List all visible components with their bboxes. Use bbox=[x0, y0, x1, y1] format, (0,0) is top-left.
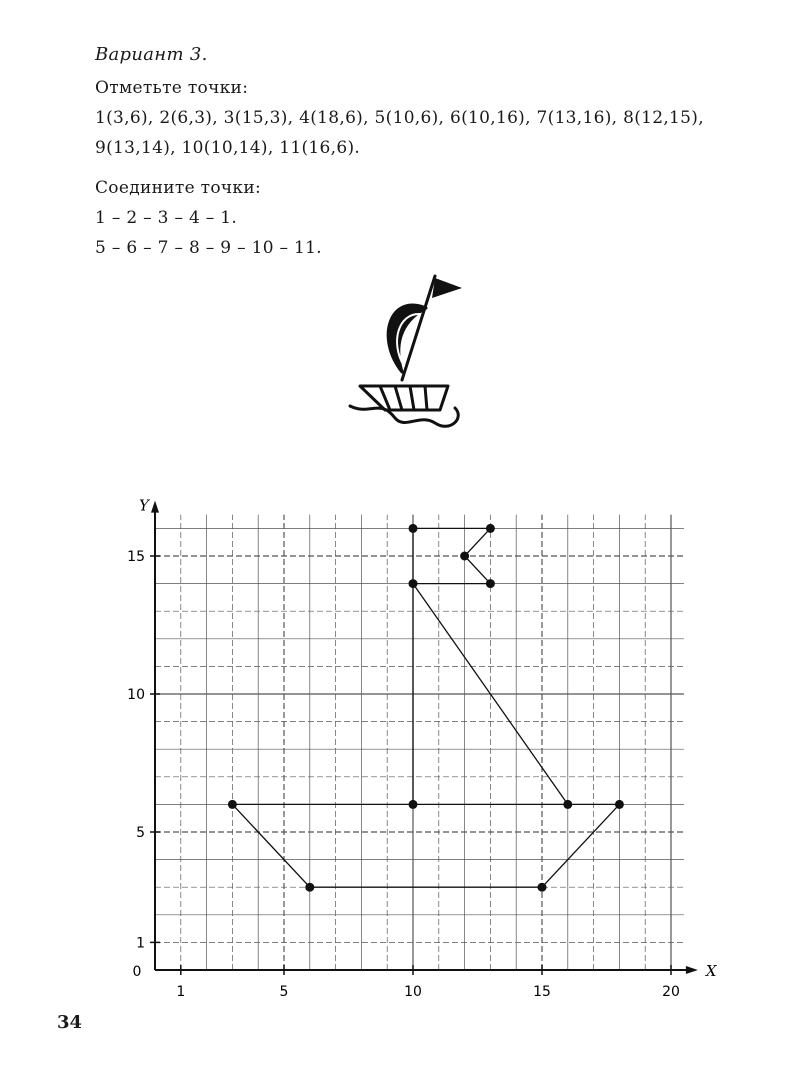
data-point bbox=[486, 579, 495, 588]
data-point bbox=[305, 883, 314, 892]
grid-lines bbox=[155, 515, 684, 970]
mark-instruction: Отметьте точки: bbox=[95, 78, 249, 98]
connecting-line bbox=[232, 804, 619, 887]
points-line-2: 9(13,14), 10(10,14), 11(16,6). bbox=[95, 138, 361, 158]
data-point bbox=[486, 524, 495, 533]
x-tick-label: 1 bbox=[176, 984, 186, 1000]
x-axis-arrow bbox=[686, 966, 698, 974]
page-number: 34 bbox=[57, 1012, 83, 1033]
x-tick-label: 10 bbox=[404, 984, 422, 1000]
sailboat-icon bbox=[340, 268, 470, 438]
x-tick-label: 20 bbox=[662, 984, 680, 1000]
points-line-1: 1(3,6), 2(6,3), 3(15,3), 4(18,6), 5(10,6), 6(10,16), 7(13,16), 8(12,15), bbox=[95, 108, 704, 128]
data-point bbox=[409, 800, 418, 809]
data-point bbox=[615, 800, 624, 809]
x-tick-label: 0 bbox=[132, 964, 142, 980]
data-point bbox=[409, 579, 418, 588]
data-point bbox=[460, 552, 469, 561]
x-tick-label: 15 bbox=[533, 984, 551, 1000]
y-tick-label: 1 bbox=[136, 935, 145, 952]
y-tick-label: 15 bbox=[127, 549, 145, 565]
data-point bbox=[409, 524, 418, 533]
coordinate-grid bbox=[0, 450, 810, 1010]
x-tick-label: 5 bbox=[279, 984, 289, 1000]
data-point bbox=[228, 800, 237, 809]
connect-line-2: 5 – 6 – 7 – 8 – 9 – 10 – 11. bbox=[95, 238, 322, 258]
y-tick-label: 5 bbox=[136, 825, 145, 841]
y-axis-arrow bbox=[151, 501, 159, 513]
data-point bbox=[538, 883, 547, 892]
variant-title: Вариант 3. bbox=[95, 44, 208, 65]
connect-instruction: Соедините точки: bbox=[95, 178, 261, 198]
connect-line-1: 1 – 2 – 3 – 4 – 1. bbox=[95, 208, 238, 228]
y-axis-label: Y bbox=[139, 496, 149, 515]
y-tick-label: 10 bbox=[127, 687, 145, 703]
x-axis-label: X bbox=[705, 962, 717, 980]
data-point bbox=[563, 800, 572, 809]
